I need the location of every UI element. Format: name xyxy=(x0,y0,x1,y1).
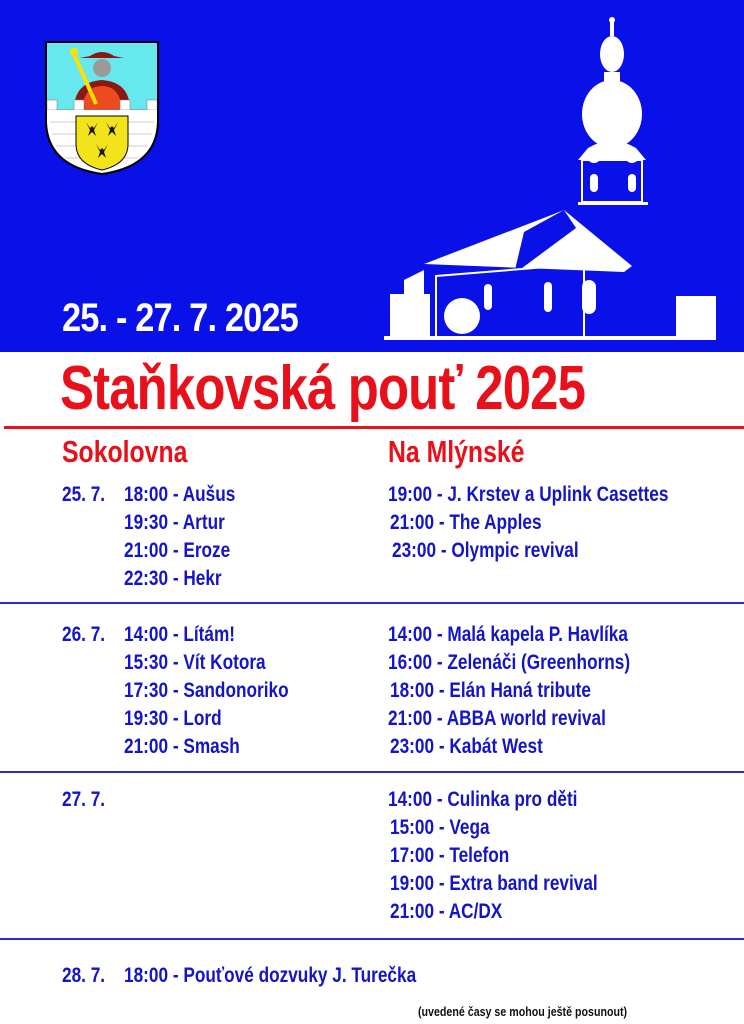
venue-heading-sokolovna: Sokolovna xyxy=(62,434,188,469)
sokolovna-item: 15:30 - Vít Kotora xyxy=(124,651,266,674)
na-mlynske-item: 23:00 - Olympic revival xyxy=(392,539,579,562)
na-mlynske-item: 15:00 - Vega xyxy=(390,816,490,839)
day-divider xyxy=(0,938,744,940)
na-mlynske-item: 14:00 - Malá kapela P. Havlíka xyxy=(388,623,628,646)
sokolovna-item: 17:30 - Sandonoriko xyxy=(124,679,289,702)
sokolovna-item: 22:30 - Hekr xyxy=(124,567,222,590)
na-mlynske-item: 17:00 - Telefon xyxy=(390,844,510,867)
na-mlynske-item: 21:00 - ABBA world revival xyxy=(388,707,606,730)
sokolovna-item: 21:00 - Smash xyxy=(124,735,240,758)
na-mlynske-item: 18:00 - Elán Haná tribute xyxy=(390,679,591,702)
na-mlynske-item: 23:00 - Kabát West xyxy=(390,735,543,758)
sokolovna-item: 18:00 - Pouťové dozvuky J. Turečka xyxy=(124,964,417,987)
day-date: 28. 7. xyxy=(62,964,106,987)
day-divider xyxy=(0,602,744,604)
sokolovna-item: 19:30 - Lord xyxy=(124,707,222,730)
na-mlynske-item: 21:00 - The Apples xyxy=(390,511,542,534)
day-date: 26. 7. xyxy=(62,623,106,646)
sokolovna-item: 18:00 - Aušus xyxy=(124,483,236,506)
sokolovna-item: 14:00 - Lítám! xyxy=(124,623,236,646)
town-coat-of-arms-icon xyxy=(44,40,160,176)
page-title: Staňkovská pouť 2025 xyxy=(60,354,586,423)
day-divider xyxy=(0,771,744,773)
church-silhouette-icon xyxy=(384,14,716,340)
na-mlynske-item: 14:00 - Culinka pro děti xyxy=(388,788,578,811)
sokolovna-item: 19:30 - Artur xyxy=(124,511,225,534)
venue-heading-na-mlynske: Na Mlýnské xyxy=(388,434,525,469)
title-divider xyxy=(4,426,744,429)
na-mlynske-item: 21:00 - AC/DX xyxy=(390,900,503,923)
na-mlynske-item: 19:00 - J. Krstev a Uplink Casettes xyxy=(388,483,669,506)
day-date: 25. 7. xyxy=(62,483,106,506)
na-mlynske-item: 16:00 - Zelenáči (Greenhorns) xyxy=(388,651,631,674)
na-mlynske-item: 19:00 - Extra band revival xyxy=(390,872,598,895)
header-banner xyxy=(0,0,744,352)
day-date: 27. 7. xyxy=(62,788,106,811)
footnote: (uvedené časy se mohou ještě posunout) xyxy=(418,1004,628,1019)
sokolovna-item: 21:00 - Eroze xyxy=(124,539,231,562)
event-dates: 25. - 27. 7. 2025 xyxy=(62,296,298,340)
